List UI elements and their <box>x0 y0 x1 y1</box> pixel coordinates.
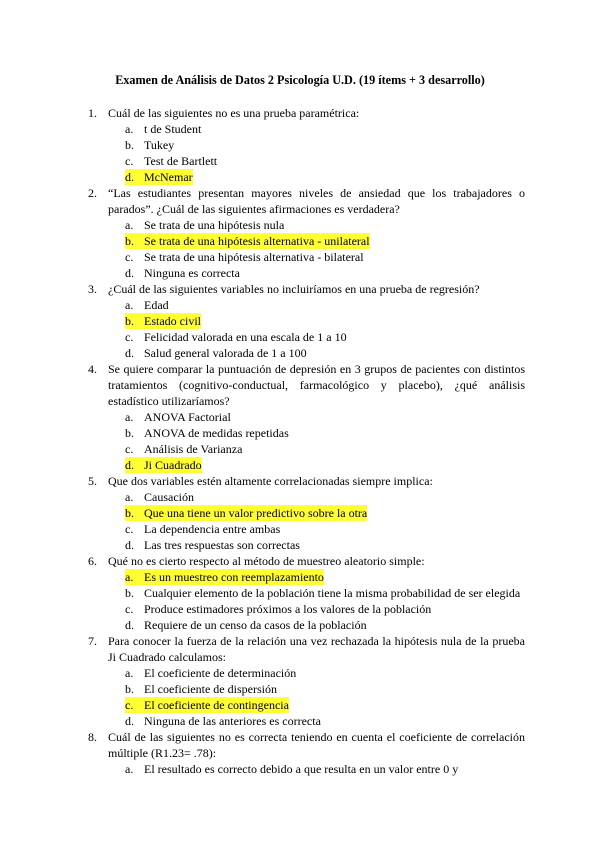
question-item <box>88 361 525 473</box>
option-letter: b. <box>125 426 134 440</box>
option-letter: a. <box>125 410 134 424</box>
option-text: La dependencia entre ambas <box>144 522 281 536</box>
question-item <box>88 105 525 185</box>
answer-option <box>125 329 525 345</box>
option-letter: a. <box>125 666 134 680</box>
option-letter: b. <box>125 138 134 152</box>
question-stem <box>88 729 525 761</box>
question-number: 2. <box>88 186 97 200</box>
question-item <box>88 633 525 729</box>
question-stem <box>88 185 525 217</box>
option-text: Edad <box>144 298 169 312</box>
option-text: Produce estimadores próximos a los valores de la población <box>144 602 432 616</box>
answer-option <box>125 681 525 697</box>
question-item <box>88 729 525 777</box>
answer-option <box>125 217 525 233</box>
option-text: ANOVA Factorial <box>144 410 231 424</box>
option-text: t de Student <box>144 122 202 136</box>
option-letter: a. <box>125 218 134 232</box>
option-text: Ninguna de las anteriores es correcta <box>144 714 321 728</box>
highlighted-answer: El coeficiente de contingencia <box>144 698 289 712</box>
answer-option <box>125 441 525 457</box>
answer-option <box>125 153 525 169</box>
question-text: ¿Cuál de las siguientes variables no incluiríamos en una prueba de regresión? <box>108 282 480 296</box>
option-text: Ninguna es correcta <box>144 266 240 280</box>
answer-option <box>125 121 525 137</box>
highlighted-answer: Se trata de una hipótesis alternativa - unilateral <box>144 234 370 248</box>
answer-option <box>125 137 525 153</box>
option-text: El coeficiente de determinación <box>144 666 297 680</box>
answer-option <box>125 601 525 617</box>
question-number: 6. <box>88 554 97 568</box>
question-number: 1. <box>88 106 97 120</box>
option-letter: c. <box>125 330 134 344</box>
option-letter: c. <box>125 250 134 264</box>
option-text: Test de Bartlett <box>144 154 218 168</box>
option-text: Salud general valorada de 1 a 100 <box>144 346 307 360</box>
question-stem <box>88 105 525 121</box>
option-letter: c. <box>125 442 134 456</box>
highlighted-answer: Que una tiene un valor predictivo sobre la otra <box>144 506 368 520</box>
answer-option <box>125 457 525 473</box>
question-number: 7. <box>88 634 97 648</box>
answer-option <box>125 569 525 585</box>
option-letter: a. <box>125 490 134 504</box>
answer-option <box>125 761 525 777</box>
highlighted-answer: Estado civil <box>144 314 201 328</box>
question-number: 4. <box>88 362 97 376</box>
option-text: El resultado es correcto debido a que resulta en un valor entre 0 y <box>144 762 459 776</box>
option-letter: c. <box>125 697 144 713</box>
answer-option <box>125 233 525 249</box>
option-letter: b. <box>125 682 134 696</box>
option-text: Felicidad valorada en una escala de 1 a 10 <box>144 330 347 344</box>
answer-option <box>125 313 525 329</box>
answer-option <box>125 713 525 729</box>
highlighted-answer: Ji Cuadrado <box>144 458 202 472</box>
option-text: Se trata de una hipótesis alternativa - bilateral <box>144 250 364 264</box>
option-text: Cualquier elemento de la población tiene la misma probabilidad de ser elegida <box>144 586 521 600</box>
option-letter: b. <box>125 313 144 329</box>
question-stem <box>88 553 525 569</box>
option-letter: b. <box>125 586 134 600</box>
answer-option <box>125 505 525 521</box>
option-letter: c. <box>125 154 134 168</box>
option-text: Las tres respuestas son correctas <box>144 538 300 552</box>
question-text: Cuál de las siguientes no es una prueba paramétrica: <box>108 106 360 120</box>
question-text: Para conocer la fuerza de la relación una vez rechazada la hipótesis nula de la prueba Ji Cuadrado calculamos: <box>108 634 525 664</box>
option-letter: d. <box>125 169 144 185</box>
question-item <box>88 553 525 633</box>
option-letter: d. <box>125 266 134 280</box>
question-item <box>88 473 525 553</box>
question-stem <box>88 281 525 297</box>
option-text: Causación <box>144 490 194 504</box>
option-letter: c. <box>125 602 134 616</box>
option-letter: b. <box>125 505 144 521</box>
option-letter: d. <box>125 346 134 360</box>
option-text: ANOVA de medidas repetidas <box>144 426 289 440</box>
question-text: “Las estudiantes presentan mayores niveles de ansiedad que los trabajadores o parados”. ¿Cuál de las siguientes afirmaciones es verdadera? <box>108 186 525 216</box>
option-letter: d. <box>125 457 144 473</box>
option-letter: a. <box>125 298 134 312</box>
question-stem <box>88 633 525 665</box>
highlighted-answer: McNemar <box>144 170 193 184</box>
question-text: Se quiere comparar la puntuación de depresión en 3 grupos de pacientes con distintos tratamientos (cognitivo-conductual, farmacológico y placebo), ¿qué análisis estadístico utilizaríamos? <box>108 362 525 408</box>
answer-option <box>125 265 525 281</box>
document-title: Examen de Análisis de Datos 2 Psicología U.D. (19 ítems + 3 desarrollo) <box>115 73 485 87</box>
option-letter: a. <box>125 122 134 136</box>
answer-option <box>125 521 525 537</box>
question-text: Qué no es cierto respecto al método de muestreo aleatorio simple: <box>108 554 425 568</box>
option-letter: d. <box>125 618 134 632</box>
answer-option <box>125 425 525 441</box>
option-text: El coeficiente de dispersión <box>144 682 277 696</box>
answer-option <box>125 665 525 681</box>
question-item <box>88 185 525 281</box>
option-letter: c. <box>125 522 134 536</box>
option-text: Análisis de Varianza <box>144 442 243 456</box>
option-text: Requiere de un censo da casos de la población <box>144 618 367 632</box>
answer-option <box>125 537 525 553</box>
answer-option <box>125 249 525 265</box>
question-stem <box>88 361 525 409</box>
answer-option <box>125 345 525 361</box>
answer-option <box>125 297 525 313</box>
question-item <box>88 281 525 361</box>
answer-option <box>125 617 525 633</box>
answer-option <box>125 585 525 601</box>
question-number: 8. <box>88 730 97 744</box>
question-number: 3. <box>88 282 97 296</box>
question-stem <box>88 473 525 489</box>
option-letter: d. <box>125 714 134 728</box>
question-text: Cuál de las siguientes no es correcta teniendo en cuenta el coeficiente de correlación múltiple (R1.23= .78): <box>108 730 525 760</box>
highlighted-answer: Es un muestreo con reemplazamiento <box>144 570 324 584</box>
answer-option <box>125 489 525 505</box>
answer-option <box>125 409 525 425</box>
question-text: Que dos variables estén altamente correlacionadas siempre implica: <box>108 474 433 488</box>
option-text: Se trata de una hipótesis nula <box>144 218 285 232</box>
option-letter: a. <box>125 762 134 776</box>
option-letter: a. <box>125 569 144 585</box>
question-list <box>88 105 525 777</box>
option-text: Tukey <box>144 138 175 152</box>
answer-option <box>125 697 525 713</box>
question-number: 5. <box>88 474 97 488</box>
option-letter: d. <box>125 538 134 552</box>
answer-option <box>125 169 525 185</box>
option-letter: b. <box>125 233 144 249</box>
